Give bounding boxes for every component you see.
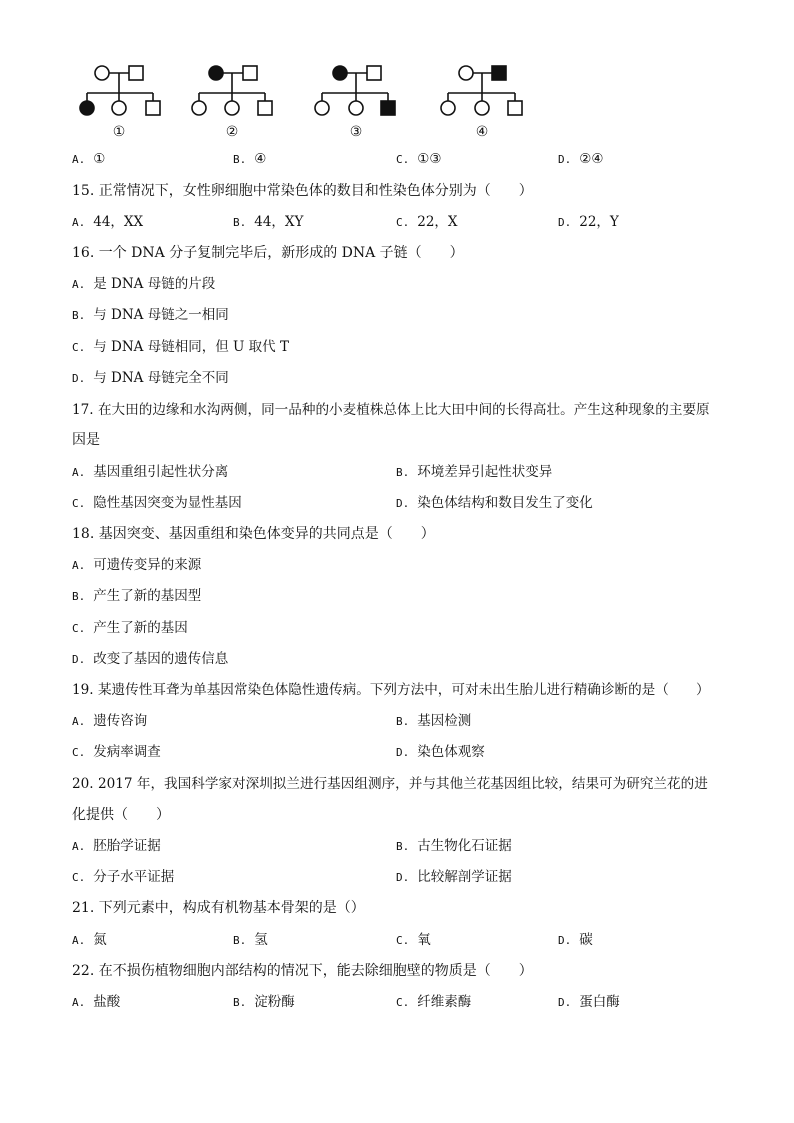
option-text: 淀粉酶 (254, 994, 295, 1010)
q22-stem: 22. 在不损伤植物细胞内部结构的情况下，能去除细胞壁的物质是（ ） (72, 963, 533, 979)
option-letter: D. (72, 653, 86, 666)
option-letter: B. (396, 840, 410, 853)
option-letter: B. (233, 153, 247, 166)
q16-option-c[interactable] (72, 338, 289, 357)
option-text: 产生了新的基因型 (93, 588, 202, 604)
q21-option-a[interactable] (72, 931, 107, 950)
option-letter: A. (72, 466, 86, 479)
pedigree-3 (315, 66, 395, 140)
option-letter: B. (72, 590, 86, 603)
option-letter: A. (72, 216, 86, 229)
pedigree-label-4: ④ (475, 124, 489, 140)
option-text: 基因检测 (417, 713, 472, 729)
q16-option-b[interactable] (72, 306, 229, 325)
option-letter: C. (396, 934, 410, 947)
option-text: 纤维素酶 (417, 994, 472, 1010)
option-text: 蛋白酶 (579, 994, 620, 1010)
q22-option-c[interactable] (396, 993, 471, 1012)
q18-option-a[interactable] (72, 556, 201, 575)
option-text: 44，XX (93, 214, 144, 230)
option-letter: A. (72, 559, 86, 572)
option-text: 与 DNA 母链完全不同 (93, 370, 229, 386)
q17-stem-line1: 17. 在大田的边缘和水沟两侧，同一品种的小麦植株总体上比大田中间的长得高壮。产生这种现象的主要原 (72, 402, 710, 418)
q18-option-b[interactable] (72, 587, 201, 606)
option-letter: C. (72, 497, 86, 510)
q19-option-a[interactable] (72, 712, 147, 731)
q16-option-d[interactable] (72, 369, 229, 388)
option-text: 胚胎学证据 (93, 838, 161, 854)
option-text: 氧 (417, 932, 431, 948)
option-text: 盐酸 (93, 994, 121, 1010)
q15-option-b[interactable] (233, 213, 303, 232)
option-letter: C. (396, 996, 410, 1009)
q18-stem: 18. 基因突变、基因重组和染色体变异的共同点是（ ） (72, 526, 435, 542)
q14-option-a[interactable] (72, 150, 105, 169)
q15-stem: 15. 正常情况下，女性卵细胞中常染色体的数目和性染色体分别为（ ） (72, 183, 533, 199)
option-letter: A. (72, 996, 86, 1009)
option-text: 氮 (93, 932, 107, 948)
q20-stem-line2: 化提供（ ） (72, 807, 170, 823)
option-letter: C. (396, 216, 410, 229)
option-letter: A. (72, 153, 86, 166)
option-text: 环境差异引起性状变异 (417, 464, 553, 480)
option-text: 与 DNA 母链相同，但 U 取代 T (93, 339, 289, 355)
option-text: 改变了基因的遗传信息 (93, 651, 229, 667)
option-text: ①③ (417, 151, 442, 167)
q19-option-b[interactable] (396, 712, 471, 731)
option-text: 遗传咨询 (93, 713, 148, 729)
q17-stem-line2: 因是 (72, 432, 100, 448)
q20-stem-line1: 20. 2017 年，我国科学家对深圳拟兰进行基因组测序，并与其他兰花基因组比较，结果可为研究兰花的进 (72, 776, 708, 792)
q22-option-d[interactable] (558, 993, 620, 1012)
q17-option-d[interactable] (396, 494, 593, 513)
q20-option-c[interactable] (72, 868, 174, 887)
option-letter: C. (72, 622, 86, 635)
option-letter: B. (396, 715, 410, 728)
option-letter: D. (558, 934, 572, 947)
option-letter: D. (558, 153, 572, 166)
q21-option-b[interactable] (233, 931, 268, 950)
option-letter: D. (72, 372, 86, 385)
q18-option-d[interactable] (72, 650, 228, 669)
option-letter: D. (396, 746, 410, 759)
q14-option-c[interactable] (396, 150, 441, 169)
q15-option-c[interactable] (396, 213, 458, 232)
option-letter: A. (72, 278, 86, 291)
option-text: ④ (254, 151, 267, 167)
option-letter: D. (558, 996, 572, 1009)
option-text: 分子水平证据 (93, 869, 175, 885)
option-text: 染色体观察 (417, 744, 485, 760)
option-letter: C. (396, 153, 410, 166)
q20-option-b[interactable] (396, 837, 512, 856)
pedigree-1 (80, 66, 160, 140)
q14-option-b[interactable] (233, 150, 266, 169)
pedigree-label-2: ② (225, 124, 239, 140)
option-text: 古生物化石证据 (417, 838, 512, 854)
option-letter: B. (233, 934, 247, 947)
q20-option-d[interactable] (396, 868, 512, 887)
pedigree-label-3: ③ (349, 124, 363, 140)
option-letter: C. (72, 871, 86, 884)
option-letter: B. (233, 996, 247, 1009)
option-text: 是 DNA 母链的片段 (93, 276, 216, 292)
option-text: 染色体结构和数目发生了变化 (417, 495, 593, 511)
q21-option-c[interactable] (396, 931, 431, 950)
q17-option-c[interactable] (72, 494, 242, 513)
pedigree-4 (441, 66, 522, 140)
option-text: ②④ (579, 151, 604, 167)
q22-option-a[interactable] (72, 993, 120, 1012)
q19-option-c[interactable] (72, 743, 161, 762)
option-text: 22，X (417, 214, 458, 230)
option-text: 产生了新的基因 (93, 620, 188, 636)
option-letter: D. (396, 497, 410, 510)
option-text: 比较解剖学证据 (417, 869, 512, 885)
option-text: 氢 (254, 932, 268, 948)
option-letter: C. (72, 341, 86, 354)
option-text: 44，XY (254, 214, 304, 230)
pedigree-2 (192, 66, 272, 140)
option-text: 与 DNA 母链之一相同 (93, 307, 229, 323)
q21-option-d[interactable] (558, 931, 593, 950)
q19-option-d[interactable] (396, 743, 485, 762)
option-letter: A. (72, 840, 86, 853)
q17-option-b[interactable] (396, 463, 552, 482)
q22-option-b[interactable] (233, 993, 295, 1012)
pedigree-label-1: ① (112, 124, 126, 140)
option-letter: D. (396, 871, 410, 884)
q15-option-d[interactable] (558, 213, 619, 232)
pedigree-figure (70, 56, 540, 142)
option-text: 22，Y (579, 214, 619, 230)
option-text: 隐性基因突变为显性基因 (93, 495, 242, 511)
option-text: 碳 (579, 932, 593, 948)
option-text: 发病率调查 (93, 744, 161, 760)
q19-stem: 19. 某遗传性耳聋为单基因常染色体隐性遗传病。下列方法中，可对未出生胎儿进行精确诊断的是（ ） (72, 682, 710, 698)
q16-stem: 16. 一个 DNA 分子复制完毕后，新形成的 DNA 子链（ ） (72, 245, 464, 261)
q18-option-c[interactable] (72, 619, 188, 638)
option-letter: C. (72, 746, 86, 759)
option-letter: A. (72, 934, 86, 947)
option-text: 可遗传变异的来源 (93, 557, 202, 573)
option-text: 基因重组引起性状分离 (93, 464, 229, 480)
q20-option-a[interactable] (72, 837, 161, 856)
option-letter: B. (233, 216, 247, 229)
option-letter: A. (72, 715, 86, 728)
option-text: ① (93, 151, 106, 167)
q15-option-a[interactable] (72, 213, 143, 232)
q14-option-d[interactable] (558, 150, 603, 169)
option-letter: B. (72, 309, 86, 322)
q21-stem: 21. 下列元素中，构成有机物基本骨架的是（） (72, 900, 365, 916)
option-letter: B. (396, 466, 410, 479)
option-letter: D. (558, 216, 572, 229)
q16-option-a[interactable] (72, 275, 215, 294)
pedigree-diagrams (70, 56, 540, 142)
q17-option-a[interactable] (72, 463, 228, 482)
